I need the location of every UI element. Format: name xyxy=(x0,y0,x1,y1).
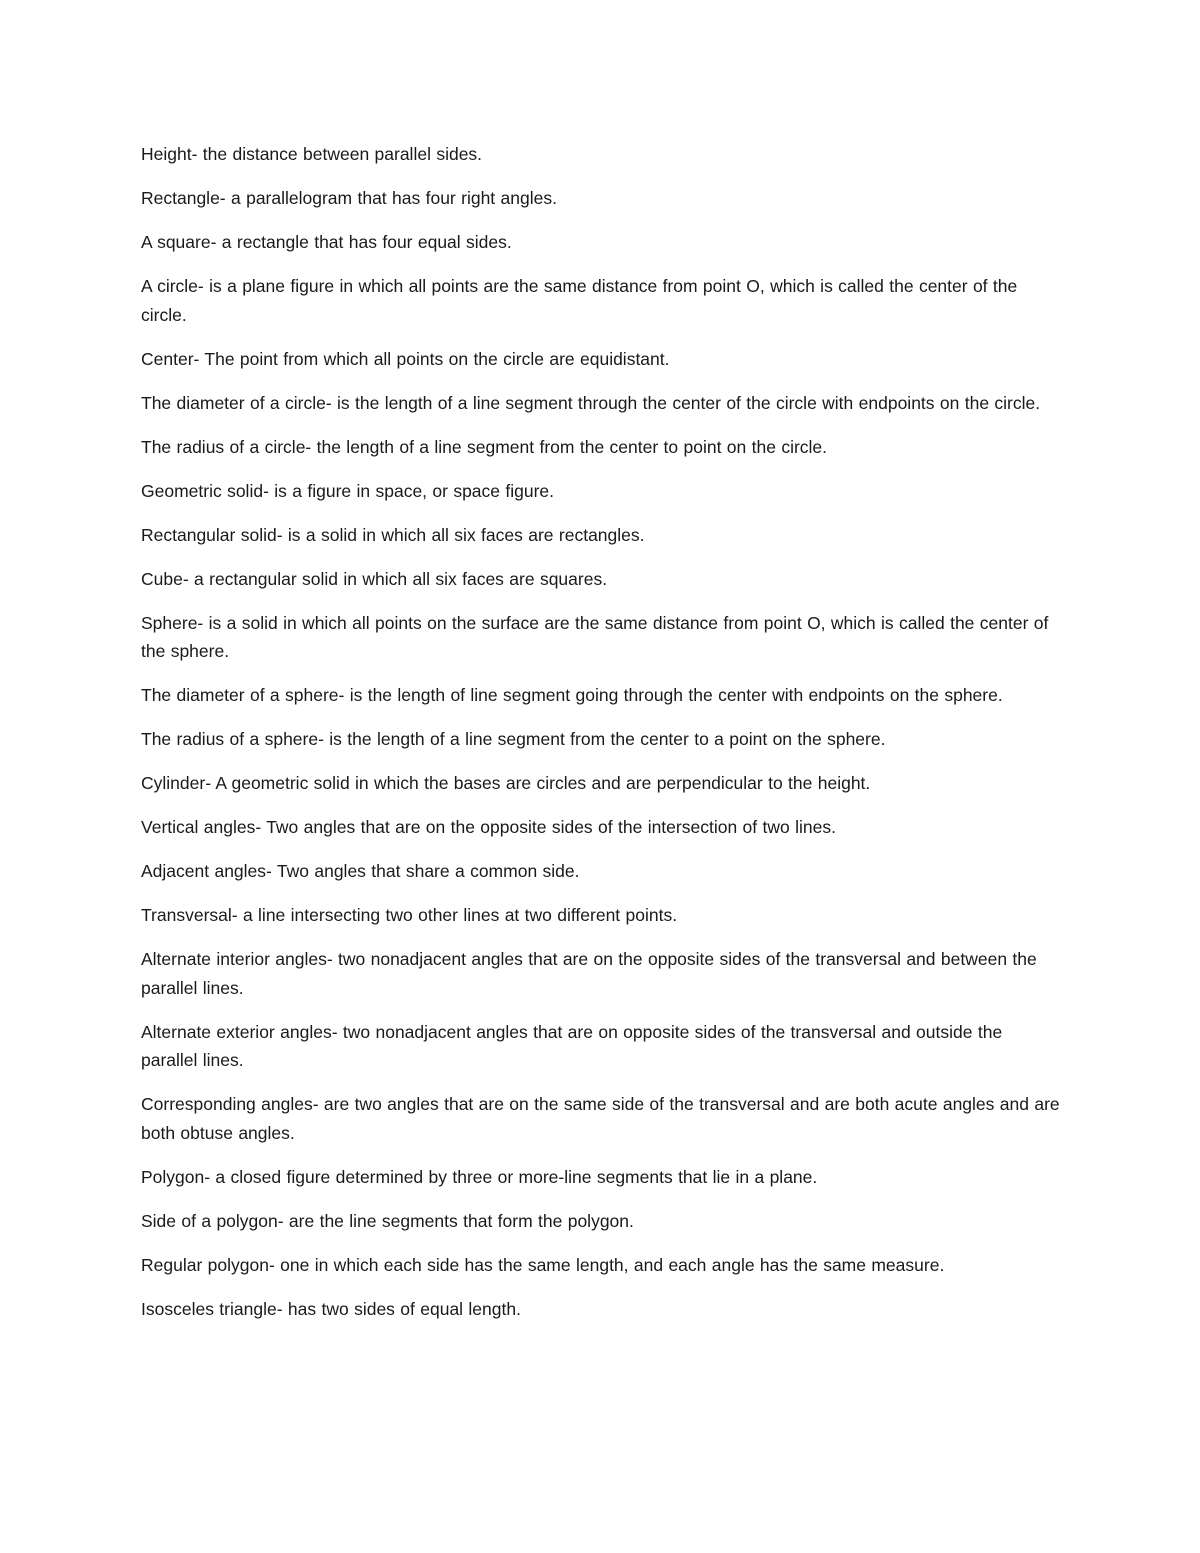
definition-paragraph: Geometric solid- is a figure in space, or space figure. xyxy=(141,480,555,501)
definition-paragraph: Transversal- a line intersecting two other lines at two different points. xyxy=(141,905,678,925)
definition-paragraph: Vertical angles- Two angles that are on the opposite sides of the intersection of two lines. xyxy=(141,817,836,837)
definition-paragraph: Alternate exterior angles- two nonadjacent angles that are on opposite sides of the transversal and outside the parallel lines. xyxy=(141,1021,1003,1070)
definition-paragraph: Regular polygon- one in which each side has the same length, and each angle has the same measure. xyxy=(141,1254,945,1275)
definition-paragraph: The diameter of a sphere- is the length of line segment going through the center with endpoints on the sphere. xyxy=(141,685,1003,705)
definition-paragraph: Polygon- a closed figure determined by three or more-line segments that lie in a plane. xyxy=(141,1166,818,1187)
document-body xyxy=(141,140,1061,1339)
definition-paragraph: Corresponding angles- are two angles that are on the same side of the transversal and are both acute angles and are both obtuse angles. xyxy=(141,1094,1060,1143)
definition-paragraph: A square- a rectangle that has four equal sides. xyxy=(141,232,512,252)
definition-paragraph: Height- the distance between parallel sides. xyxy=(141,144,483,164)
definition-paragraph: Rectangle- a parallelogram that has four right angles. xyxy=(141,188,557,208)
definition-paragraph: The diameter of a circle- is the length of a line segment through the center of the circle with endpoints on the circle. xyxy=(141,392,1041,413)
definition-paragraph: Sphere- is a solid in which all points on the surface are the same distance from point O, which is called the center of the sphere. xyxy=(141,612,1049,661)
definition-paragraph: Cube- a rectangular solid in which all six faces are squares. xyxy=(141,568,608,589)
definition-paragraph: Rectangular solid- is a solid in which all six faces are rectangles. xyxy=(141,524,645,545)
definition-paragraph: The radius of a circle- the length of a line segment from the center to point on the circle. xyxy=(141,436,828,457)
definition-paragraph: Cylinder- A geometric solid in which the bases are circles and are perpendicular to the height. xyxy=(141,773,871,793)
definition-paragraph: Alternate interior angles- two nonadjacent angles that are on the opposite sides of the transversal and between the parallel lines. xyxy=(141,949,1037,998)
definition-paragraph: Adjacent angles- Two angles that share a common side. xyxy=(141,861,580,881)
definition-paragraph: Isosceles triangle- has two sides of equal length. xyxy=(141,1298,521,1319)
definition-paragraph: The radius of a sphere- is the length of a line segment from the center to a point on the sphere. xyxy=(141,729,886,749)
definition-paragraph: Side of a polygon- are the line segments that form the polygon. xyxy=(141,1210,634,1231)
definition-paragraph: A circle- is a plane figure in which all points are the same distance from point O, which is called the center of the circle. xyxy=(141,276,1018,325)
definition-paragraph: Center- The point from which all points on the circle are equidistant. xyxy=(141,348,670,369)
